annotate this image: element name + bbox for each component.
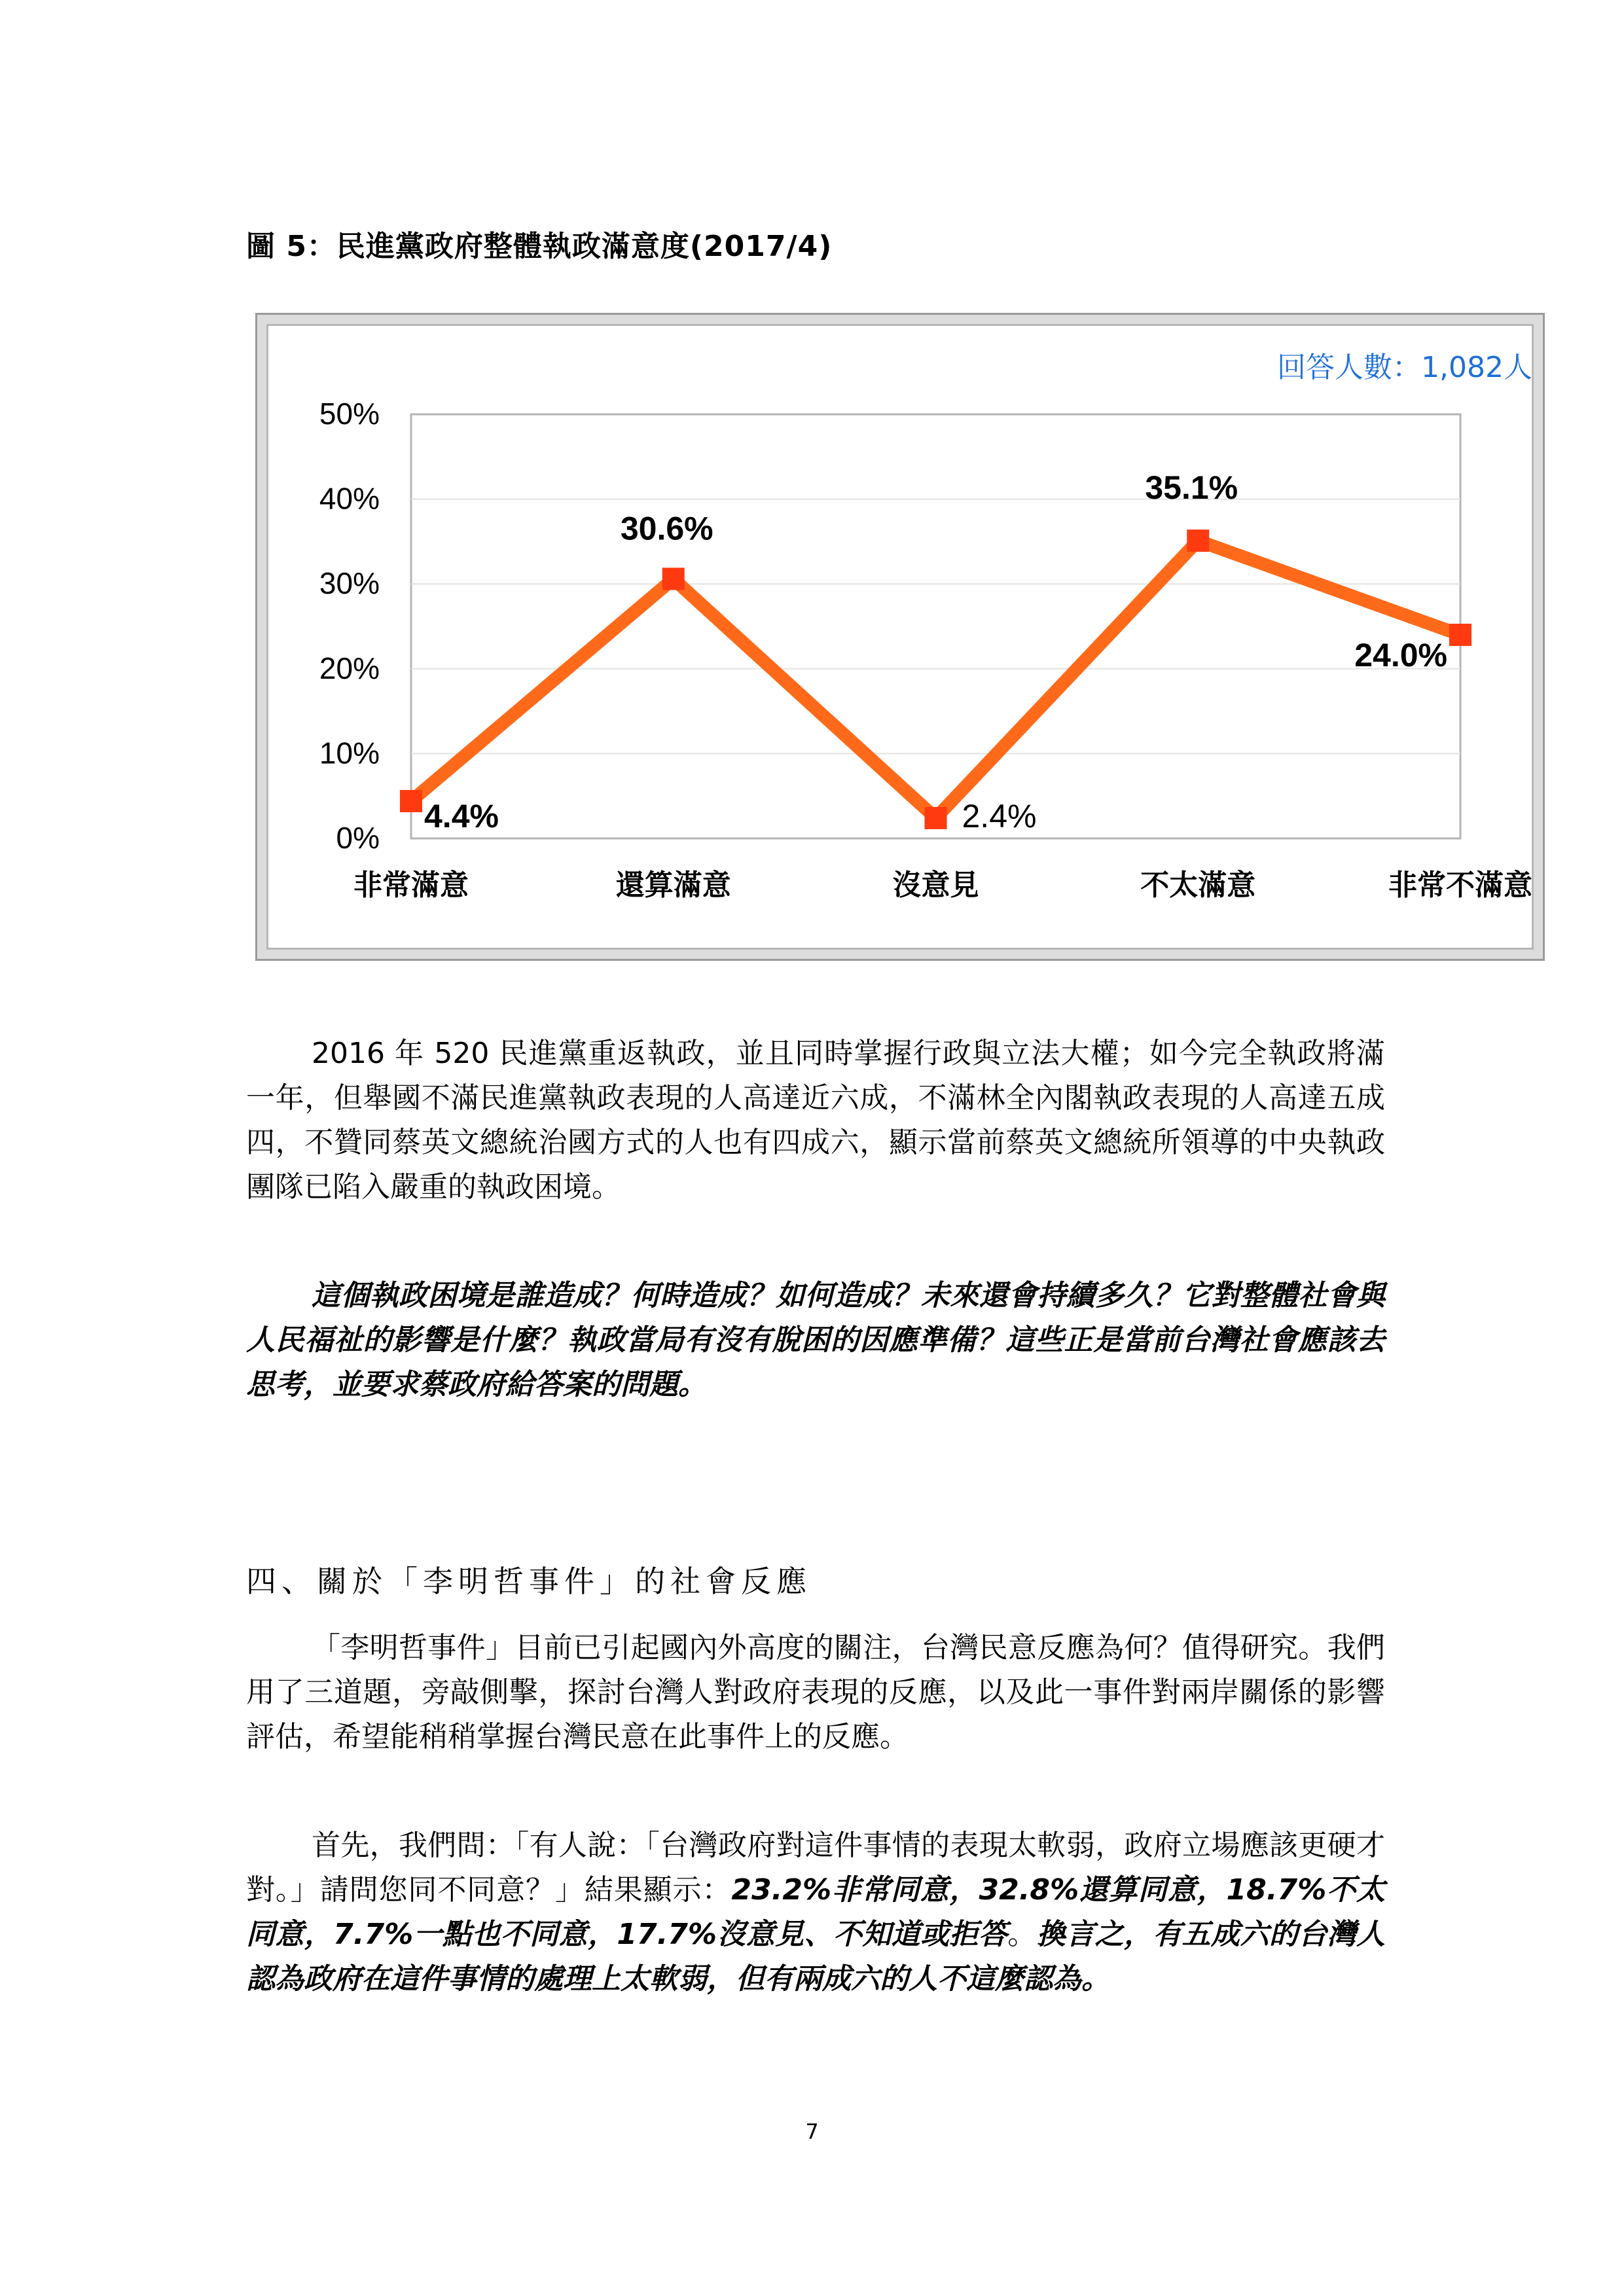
page-number: 7 — [805, 2119, 819, 2144]
data-label: 35.1% — [1145, 469, 1238, 507]
paragraph-4-mid: 。 — [1007, 1918, 1037, 1951]
paragraph-2-emphasis: 這個執政困境是誰造成？何時造成？如何造成？未來還會持續多久？它對整體社會與人民福祉的影響是什麼？執政當局有沒有脫困的因應準備？這些正是當前台灣社會應該去思考，並要求蔡政府給答案的問題。 — [246, 1279, 1385, 1401]
data-label: 2.4% — [962, 797, 1037, 834]
y-tick-label: 10% — [319, 736, 380, 770]
paragraph-4 — [246, 1823, 1385, 2001]
y-tick-label: 30% — [319, 566, 380, 601]
data-point-marker — [662, 567, 685, 590]
series-line — [411, 541, 1460, 818]
data-point-marker — [925, 807, 947, 829]
x-category-label: 非常滿意 — [353, 869, 469, 902]
x-category-label: 不太滿意 — [1140, 869, 1256, 902]
data-point-marker — [400, 790, 422, 812]
paragraph-4-text: 首先，我們問：「有人說：「台灣政府對這件事情的表現太軟弱，政府立場應該更硬才對。」請問您同不同意？」結果顯示： — [246, 1829, 1385, 1907]
paragraph-4-stats: 23.2%非常同意，32.8%還算同意，18.7%不太同意，7.7%一點也不同意，17.7%沒意見、不知道或拒答 — [246, 1873, 1385, 1951]
data-label: 24.0% — [1354, 636, 1447, 673]
respondent-count-annotation: 回答人數：1,082人 — [1277, 351, 1532, 384]
data-label: 30.6% — [620, 510, 713, 547]
satisfaction-line-chart — [257, 315, 1543, 959]
y-tick-label: 20% — [319, 651, 380, 685]
y-tick-label: 40% — [319, 481, 380, 516]
x-category-label: 非常不滿意 — [1388, 869, 1532, 902]
data-point-marker — [1449, 624, 1471, 646]
section-heading: 四、關於「李明哲事件」的社會反應 — [246, 1564, 812, 1599]
x-category-label: 沒意見 — [892, 869, 979, 902]
line-chart-frame — [255, 313, 1545, 961]
data-point-marker — [1187, 529, 1209, 552]
data-label: 4.4% — [424, 797, 499, 834]
paragraph-1: 2016 年 520 民進黨重返執政，並且同時掌握行政與立法大權；如今完全執政將滿一年，但舉國不滿民進黨執政表現的人高達近六成，不滿林全內閣執政表現的人高達五成四，不贊同蔡英文總統治國方式的人也有四成六，顯示當前蔡英文總統所領導的中央執政團隊已陷入嚴重的執政困境。 — [246, 1037, 1385, 1204]
paragraph-3: 「李明哲事件」目前已引起國內外高度的關注，台灣民意反應為何？值得研究。我們用了三道題，旁敲側擊，探討台灣人對政府表現的反應，以及此一事件對兩岸關係的影響評估，希望能稍稍掌握台灣民意在此事件上的反應。 — [246, 1631, 1385, 1753]
y-tick-label: 0% — [336, 821, 380, 855]
plot-area — [411, 414, 1460, 838]
paragraph-4-conclusion: 換言之，有五成六的台灣人認為政府在這件事情的處理上太軟弱，但有兩成六的人不這麼認為。 — [246, 1918, 1386, 1996]
x-category-label: 還算滿意 — [615, 869, 731, 902]
y-tick-label: 50% — [319, 397, 380, 431]
figure-title: 圖 5：民進黨政府整體執政滿意度(2017/4) — [246, 230, 833, 263]
